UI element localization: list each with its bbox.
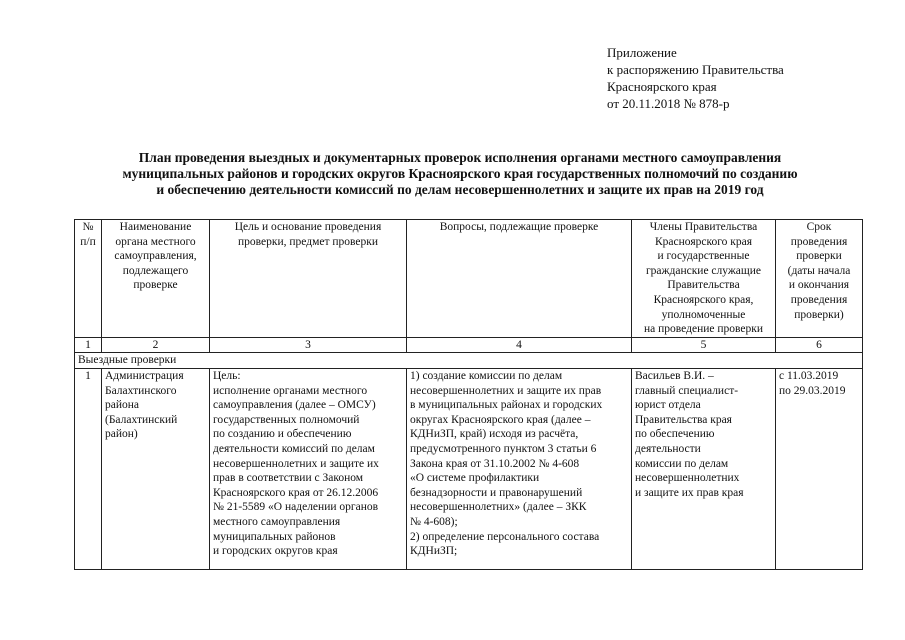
header-line: Цель и основание проведения [234, 221, 382, 233]
inspection-plan-table [74, 219, 863, 570]
cell-line: 1) создание комиссии по делам [410, 370, 563, 382]
cell-line: деятельности [635, 442, 701, 455]
cell-line: Балахтинского [105, 384, 177, 397]
column-number: 6 [776, 338, 863, 353]
cell-line: главный специалист- [635, 384, 739, 397]
header-cell-purpose [210, 220, 407, 338]
header-cell-organ [102, 220, 210, 338]
row-period-cell [776, 369, 863, 570]
header-line: проведения [790, 235, 848, 248]
cell-line: Закона края от 31.10.2002 № 4-608 [410, 457, 580, 470]
cell-line: местного самоуправления [213, 515, 341, 528]
cell-line: район) [105, 428, 138, 441]
row-purpose-cell [210, 369, 407, 570]
cell-line: в муниципальных районах и городских [410, 399, 603, 412]
cell-line: КДНиЗП; [410, 545, 458, 558]
section-row [75, 353, 863, 369]
header-line: проведения [790, 293, 848, 306]
cell-line: несовершеннолетних и защите их прав [410, 384, 602, 397]
header-line: № [82, 221, 94, 233]
cell-line: с 11.03.2019 [779, 370, 839, 382]
title-line: План проведения выездных и документарных проверок исполнения органами местного самоуправления [138, 150, 782, 165]
header-line: Красноярского края, [653, 293, 754, 306]
cell-line: и городских округов края [213, 545, 338, 558]
cell-line: (Балахтинский [105, 413, 178, 426]
table-header-row [75, 220, 863, 338]
header-line: проверки, предмет проверки [238, 235, 378, 248]
cell-line: самоуправления (далее – ОМСУ) [213, 399, 376, 412]
title-line: муниципальных районов и городских округов Красноярского края государственных полномочий по созданию [122, 166, 798, 181]
header-line: на проведение проверки [644, 323, 763, 336]
row-questions-cell [407, 369, 632, 570]
header-line: Члены Правительства [649, 221, 758, 233]
cell-line: района [105, 399, 140, 412]
cell-line: по 29.03.2019 [779, 384, 846, 397]
cell-line: Васильев В.И. – [635, 370, 714, 382]
header-cell-questions [407, 220, 632, 338]
header-cell-period [776, 220, 863, 338]
header-line: подлежащего [122, 264, 189, 277]
cell-line: деятельности комиссий по делам [213, 442, 375, 455]
column-number: 1 [75, 338, 102, 353]
column-number: 5 [632, 338, 776, 353]
cell-line: муниципальных районов [213, 530, 336, 543]
cell-line: Цель: [213, 370, 241, 382]
cell-line: по созданию и обеспечению [213, 428, 352, 441]
appendix-line: к распоряжению Правительства [607, 62, 784, 77]
cell-line: несовершеннолетних и защите их [213, 457, 379, 470]
header-line: Красноярского края [655, 235, 752, 248]
cell-line: Правительства края [635, 413, 732, 426]
cell-line: № 4-608); [410, 515, 458, 528]
header-line: и окончания [788, 279, 850, 292]
cell-line: государственных полномочий [213, 413, 360, 426]
header-line: Правительства [667, 279, 740, 292]
header-cell-num [75, 220, 102, 338]
cell-line: комиссии по делам [635, 457, 729, 470]
column-number: 4 [407, 338, 632, 353]
document-title [60, 150, 860, 198]
header-line: Вопросы, подлежащие проверке [439, 221, 599, 233]
table-row [75, 369, 863, 570]
header-line: самоуправления, [114, 250, 197, 263]
cell-line: юрист отдела [635, 399, 701, 412]
cell-line: прав в соответствии с Законом [213, 472, 364, 485]
cell-line: безнадзорности и правонарушений [410, 486, 583, 499]
cell-line: округах Красноярского края (далее – [410, 413, 591, 426]
column-numbers-row [75, 338, 863, 353]
title-line: и обеспечению деятельности комиссий по делам несовершеннолетних и защите их прав на 2019 год [156, 182, 764, 197]
header-line: и государственные [657, 250, 750, 263]
header-cell-members [632, 220, 776, 338]
cell-line: несовершеннолетних [635, 472, 740, 485]
appendix-block [607, 44, 784, 112]
header-line: проверке [133, 279, 178, 292]
header-line: проверки [796, 250, 842, 263]
row-organ-cell [102, 369, 210, 570]
cell-line: 2) определение персонального состава [410, 530, 600, 543]
header-line: Срок [806, 221, 832, 233]
column-number: 2 [102, 338, 210, 353]
cell-line: КДНиЗП, край) исходя из расчёта, [410, 428, 579, 441]
header-line: (даты начала [787, 264, 851, 277]
cell-line: Администрация [105, 370, 184, 382]
column-number: 3 [210, 338, 407, 353]
cell-line: № 21-5589 «О наделении органов [213, 501, 379, 514]
section-label: Выездные проверки [75, 353, 863, 369]
appendix-line: Красноярского края [607, 79, 717, 94]
header-line: органа местного [115, 235, 196, 248]
appendix-line: от 20.11.2018 № 878-р [607, 96, 730, 111]
cell-line: по обеспечению [635, 428, 715, 441]
cell-line: и защите их прав края [635, 486, 744, 499]
cell-line: несовершеннолетних» (далее – ЗКК [410, 501, 587, 514]
header-line: уполномоченные [661, 308, 746, 321]
header-line: Наименование [119, 221, 192, 233]
header-line: п/п [80, 235, 96, 248]
appendix-line: Приложение [607, 45, 677, 60]
row-number: 1 [75, 369, 102, 570]
header-line: гражданские служащие [645, 264, 762, 277]
cell-line: «О системе профилактики [410, 472, 540, 485]
cell-line: Красноярского края от 26.12.2006 [213, 486, 379, 499]
cell-line: исполнение органами местного [213, 384, 368, 397]
header-line: проверки) [794, 308, 844, 321]
row-members-cell [632, 369, 776, 570]
cell-line: предусмотренного пунктом 3 статьи 6 [410, 442, 597, 455]
